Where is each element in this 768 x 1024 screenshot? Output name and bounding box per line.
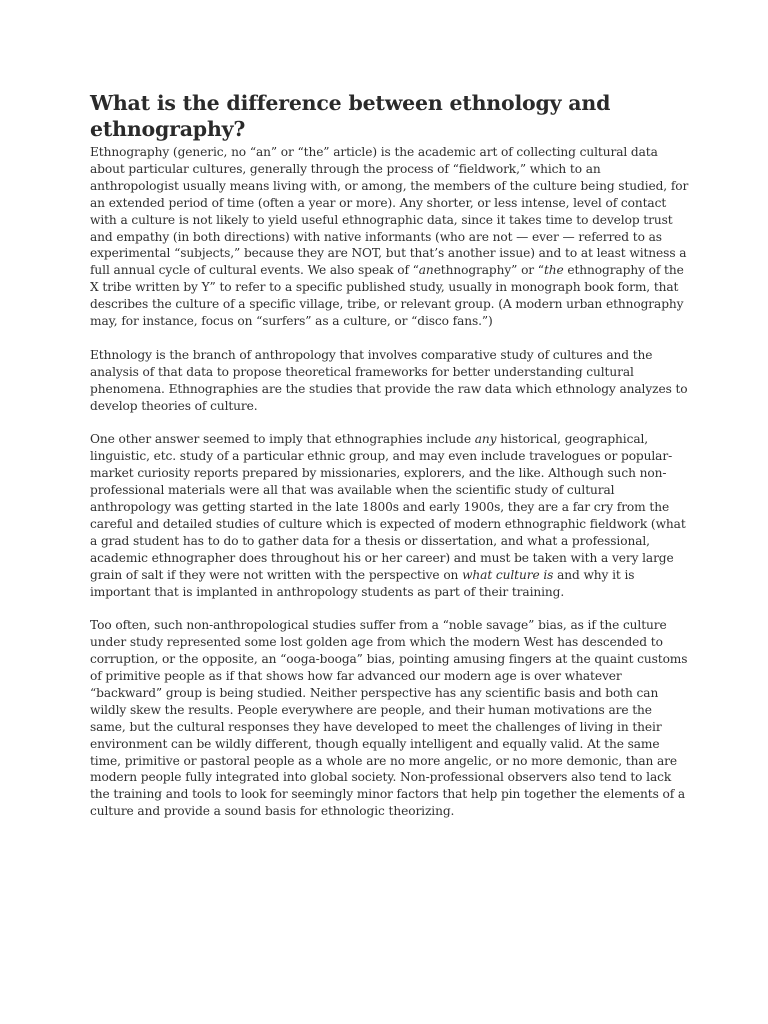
paragraph [90, 144, 690, 330]
document-title: What is the difference between ethnology and ethnography? [90, 91, 611, 141]
text-run: Ethnography (generic, no “an” or “the” article) is the academic art of collecting cultural data about particular cultures, generally through the process of “fieldwork,” which to an anthropologist usually means living with, or among, the members of the culture being studied, for an extended period of time (often a year or more). Any shorter, or less intense, level of contact with a culture is not likely to yield useful ethnographic data, since it takes time to develop trust and empathy (in both directions) with native informants (who are not — ever — referred to as experimental “subjects,” because they are NOT, but that’s another issue) and to at least witness a full annual cycle of cultural events. We also speak of “ [90, 145, 689, 278]
document-body [90, 144, 690, 820]
text-run: Too often, such non-anthropological studies suffer from a “noble savage” bias, as if the culture under study represented some lost golden age from which the modern West has descended to corruption, or the opposite, an “ooga-booga” bias, pointing amusing fingers at the quaint customs of primitive people as if that shows how far advanced our modern age is over whatever “backward” group is being studied. Neither perspective has any scientific basis and both can wildly skew the results. People everywhere are people, and their human motivations are the same, but the cultural responses they have developed to meet the challenges of living in their environment can be wildly different, though equally intelligent and equally valid. At the same time, primitive or pastoral people as a whole are no more angelic, or no more demonic, than are modern people fully integrated into global society. Non-professional observers also tend to lack the training and tools to look for seemingly minor factors that help pin together the elements of a culture and provide a sound basis for ethnologic theorizing. [90, 618, 688, 819]
text-run: ethnography of the X tribe written by Y” to refer to a specific published study, usually in monograph book form, that describes the culture of a specific village, tribe, or relevant group. (A modern urban ethnography may, for instance, focus on “surfers” as a culture, or “disco fans.”) [90, 263, 684, 329]
text-run: Ethnology is the branch of anthropology that involves comparative study of cultures and the analysis of that data to propose theoretical frameworks for better understanding cultural phenomena. Ethnographies are the studies that provide the raw data which ethnology analyzes to develop theories of culture. [90, 347, 688, 413]
document-page [90, 90, 690, 837]
emphasis-text: any [474, 432, 497, 447]
text-run: historical, geographical, linguistic, etc. study of a particular ethnic group, and may even include travelogues or popular-market curiosity reports prepared by missionaries, explorers, and the like. Although such non-professional materials were all that was available when the scientific study of cultural anthropology was getting started in the late 1800s and early 1900s, they are a far cry from the careful and detailed studies of culture which is expected of modern ethnographic fieldwork (what a grad student has to do to gather data for a thesis or dissertation, and what a professional, academic ethnographer does throughout his or her career) and must be taken with a very large grain of salt if they were not written with the perspective on [90, 432, 686, 582]
text-run: One other answer seemed to imply that ethnographies include [90, 432, 475, 447]
emphasis-text: an [418, 263, 434, 278]
emphasis-text: what culture is [462, 567, 554, 582]
emphasis-text: the [543, 263, 564, 278]
paragraph [90, 347, 690, 415]
paragraph [90, 431, 690, 600]
paragraph [90, 617, 690, 820]
text-run: ethnography” or “ [433, 263, 544, 278]
text-run: and why it is important that is implanted in anthropology students as part of their training. [90, 567, 635, 599]
